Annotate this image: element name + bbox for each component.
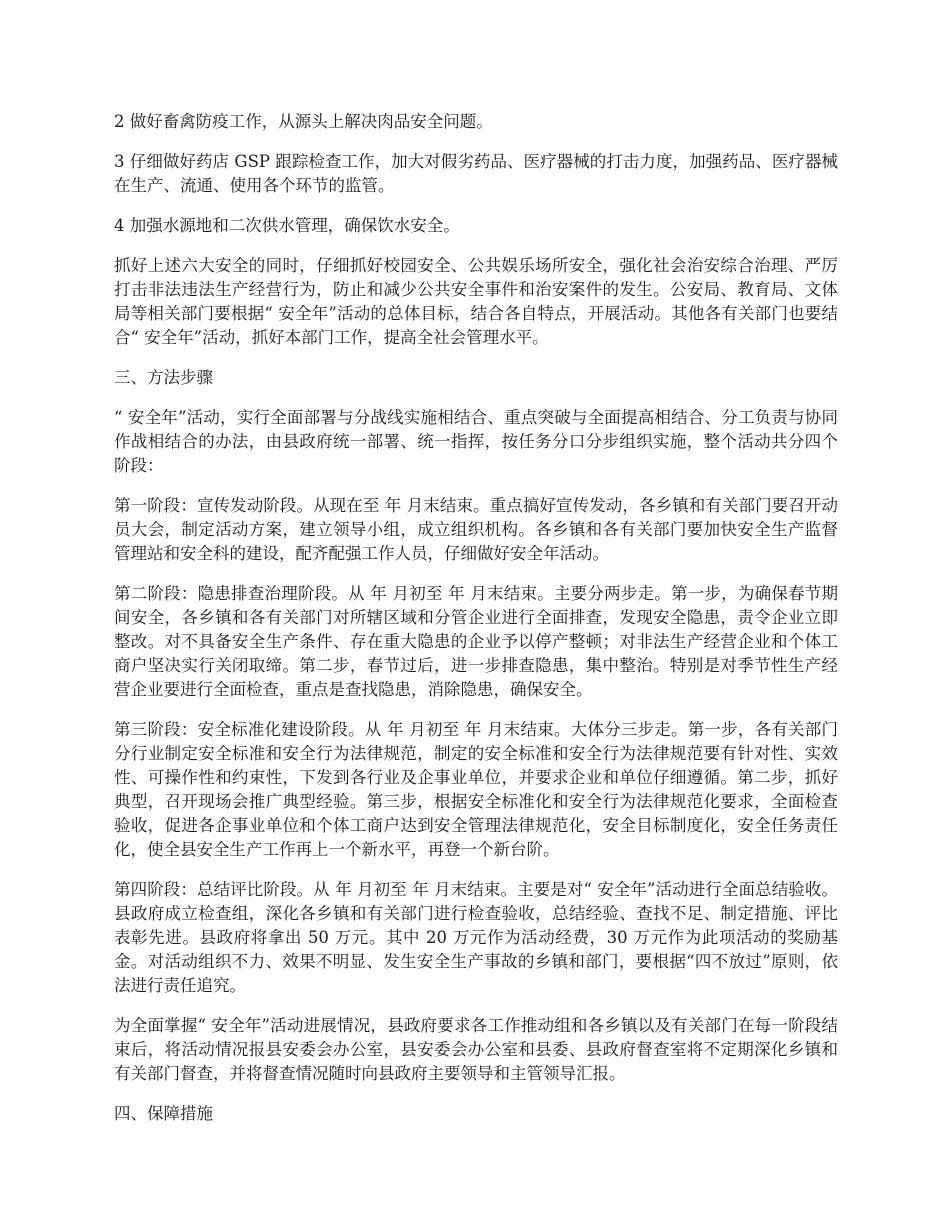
paragraph-stage-four: 第四阶段：总结评比阶段。从 年 月初至 年 月末结束。主要是对“ 安全年”活动进行全面总结验收。县政府成立检查组，深化各乡镇和有关部门进行检查验收，总结经验、查找不足、制定措施、评比表彰先进。县政府将拿出 50 万元。其中 20 万元作为活动经费，30 万元作为此项活动的奖励基金。对活动组织不力、效果不明显、发生安全生产事故的乡镇和部门，要根据“四不放过”原则，依法进行责任追究。 [114,880,838,995]
paragraph-item-4: 4 加强水源地和二次供水管理，确保饮水安全。 [114,216,460,235]
paragraph-stage-two: 第二阶段：隐患排查治理阶段。从 年 月初至 年 月末结束。主要分两步走。第一步，为确保春节期间安全，各乡镇和各有关部门对所辖区域和分管企业进行全面排查，发现安全隐患，责令企业立即整改。对不具备安全生产条件、存在重大隐患的企业予以停产整顿；对非法生产经营企业和个体工商户坚决实行关闭取缔。第二步，春节过后，进一步排查隐患，集中整治。特别是对季节性生产经营企业要进行全面检查，重点是查找隐患，消除隐患，确保安全。 [114,584,838,699]
section-heading-methods: 三、方法步骤 [114,368,213,387]
paragraph-six-safety-summary: 抓好上述六大安全的同时，仔细抓好校园安全、公共娱乐场所安全，强化社会治安综合治理、严厉打击非法违法生产经营行为，防止和减少公共安全事件和治安案件的发生。公安局、教育局、文体局等相关部门要根据“ 安全年”活动的总体目标，结合各自特点，开展活动。其他各有关部门也要结合“ 安全年”活动，抓好本部门工作，提高全社会管理水平。 [114,256,838,347]
paragraph-methods-intro: “ 安全年”活动，实行全面部署与分战线实施相结合、重点突破与全面提高相结合、分工负责与协同作战相结合的办法，由县政府统一部署、统一指挥，按任务分口分步组织实施，整个活动共分四个阶段： [114,408,838,475]
paragraph-item-2: 2 做好畜禽防疫工作，从源头上解决肉品安全问题。 [114,112,493,131]
paragraph-progress-reporting: 为全面掌握“ 安全年”活动进展情况，县政府要求各工作推动组和各乡镇以及有关部门在每一阶段结束后，将活动情况报县安委会办公室，县安委会办公室和县委、县政府督查室将不定期深化乡镇和有关部门督查，并将督查情况随时向县政府主要领导和主管领导汇报。 [114,1016,838,1083]
section-heading-safeguards: 四、保障措施 [114,1104,213,1123]
paragraph-stage-three: 第三阶段：安全标准化建设阶段。从 年 月初至 年 月末结束。大体分三步走。第一步，各有关部门分行业制定安全标准和安全行为法律规范，制定的安全标准和安全行为法律规范要有针对性、实效性、可操作性和约束性，下发到各行业及企事业单位，并要求企业和单位仔细遵循。第二步，抓好典型，召开现场会推广典型经验。第三步，根据安全标准化和安全行为法律规范化要求，全面检查验收，促进各企事业单位和个体工商户达到安全管理法律规范化，安全目标制度化，安全任务责任化，使全县安全生产工作再上一个新水平，再登一个新台阶。 [114,720,838,859]
paragraph-stage-one: 第一阶段：宣传发动阶段。从现在至 年 月末结束。重点搞好宣传发动，各乡镇和有关部门要召开动员大会，制定活动方案，建立领导小组，成立组织机构。各乡镇和各有关部门要加快安全生产监督管理站和安全科的建设，配齐配强工作人员，仔细做好安全年活动。 [114,496,838,563]
paragraph-item-3: 3 仔细做好药店 GSP 跟踪检查工作，加大对假劣药品、医疗器械的打击力度，加强药品、医疗器械在生产、流通、使用各个环节的监管。 [114,152,838,195]
